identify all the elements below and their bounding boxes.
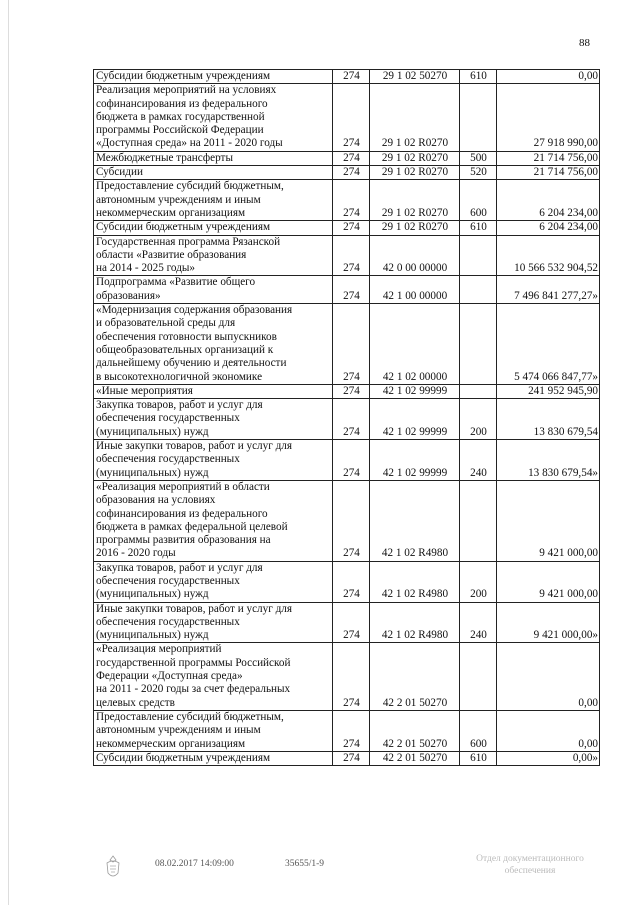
row-ved-cell: 274 (333, 180, 370, 221)
row-csr-cell: 42 1 02 99999 (370, 399, 460, 440)
table-body (94, 70, 600, 766)
row-name-cell: Подпрограмма «Развитие общего образования» (94, 276, 333, 304)
scan-edge (8, 0, 9, 905)
row-vr-cell: 200 (460, 399, 497, 440)
row-name-cell: Иные закупки товаров, работ и услуг для обеспечения государственных (муниципальных) нужд (94, 440, 333, 481)
row-sum-cell: 21 714 756,00 (497, 166, 600, 180)
row-name-cell: Реализация мероприятий на условиях софинансирования из федерального бюджета в рамках государственной программы Российской Федерации «Доступная среда» на 2011 - 2020 годы (94, 84, 333, 151)
row-vr-cell: 240 (460, 602, 497, 643)
row-name-cell: Государственная программа Рязанской области «Развитие образования на 2014 - 2025 годы» (94, 235, 333, 276)
row-csr-cell: 42 1 02 99999 (370, 384, 460, 398)
row-sum-cell: 5 474 066 847,77» (497, 304, 600, 385)
row-vr-cell (460, 235, 497, 276)
row-ved-cell: 274 (333, 602, 370, 643)
row-csr-cell: 29 1 02 R0270 (370, 84, 460, 151)
row-ved-cell: 274 (333, 221, 370, 235)
row-vr-cell: 240 (460, 440, 497, 481)
row-csr-cell: 29 1 02 R0270 (370, 180, 460, 221)
row-sum-cell: 9 421 000,00 (497, 480, 600, 561)
row-ved-cell: 274 (333, 276, 370, 304)
table-row (94, 710, 600, 751)
table-row (94, 751, 600, 765)
table-row (94, 70, 600, 84)
row-ved-cell: 274 (333, 480, 370, 561)
row-vr-cell: 520 (460, 166, 497, 180)
row-csr-cell: 29 1 02 R0270 (370, 221, 460, 235)
row-sum-cell: 13 830 679,54 (497, 399, 600, 440)
row-name-cell: Субсидии (94, 166, 333, 180)
table-row (94, 480, 600, 561)
row-vr-cell: 610 (460, 751, 497, 765)
row-ved-cell: 274 (333, 70, 370, 84)
row-csr-cell: 29 1 02 50270 (370, 70, 460, 84)
row-sum-cell: 0,00» (497, 751, 600, 765)
table-row (94, 643, 600, 710)
row-sum-cell: 27 918 990,00 (497, 84, 600, 151)
table-row (94, 440, 600, 481)
row-name-cell: «Реализация мероприятий в области образования на условиях софинансирования из федерального бюджета в рамках федеральной целевой программы развития образования на 2016 - 2020 годы (94, 480, 333, 561)
table-row (94, 602, 600, 643)
row-sum-cell: 0,00 (497, 710, 600, 751)
row-csr-cell: 42 1 02 R4980 (370, 602, 460, 643)
row-ved-cell: 274 (333, 304, 370, 385)
row-sum-cell: 9 421 000,00 (497, 561, 600, 602)
row-name-cell: Предоставление субсидий бюджетным, автономным учреждениям и иным некоммерческим организациям (94, 710, 333, 751)
row-csr-cell: 42 2 01 50270 (370, 751, 460, 765)
emblem-icon (104, 855, 122, 881)
row-ved-cell: 274 (333, 440, 370, 481)
table-row (94, 151, 600, 165)
row-csr-cell: 42 1 02 99999 (370, 440, 460, 481)
budget-table (93, 69, 600, 766)
row-name-cell: Закупка товаров, работ и услуг для обеспечения государственных (муниципальных) нужд (94, 399, 333, 440)
row-vr-cell: 500 (460, 151, 497, 165)
row-vr-cell (460, 643, 497, 710)
table-row (94, 561, 600, 602)
footer-stamp-text: Отдел документационного обеспечения (476, 854, 584, 876)
row-sum-cell: 0,00 (497, 70, 600, 84)
row-vr-cell: 610 (460, 221, 497, 235)
row-name-cell: Иные закупки товаров, работ и услуг для обеспечения государственных (муниципальных) нужд (94, 602, 333, 643)
table-row (94, 166, 600, 180)
row-ved-cell: 274 (333, 643, 370, 710)
row-vr-cell (460, 304, 497, 385)
row-vr-cell (460, 384, 497, 398)
row-name-cell: Закупка товаров, работ и услуг для обеспечения государственных (муниципальных) нужд (94, 561, 333, 602)
row-vr-cell: 600 (460, 710, 497, 751)
row-name-cell: «Иные мероприятия (94, 384, 333, 398)
page-number: 88 (579, 37, 590, 49)
row-ved-cell: 274 (333, 399, 370, 440)
row-sum-cell: 0,00 (497, 643, 600, 710)
row-ved-cell: 274 (333, 561, 370, 602)
row-name-cell: Предоставление субсидий бюджетным, автономным учреждениям и иным некоммерческим организациям (94, 180, 333, 221)
table-row (94, 276, 600, 304)
row-ved-cell: 274 (333, 710, 370, 751)
row-vr-cell: 200 (460, 561, 497, 602)
row-ved-cell: 274 (333, 84, 370, 151)
row-sum-cell: 241 952 945,90 (497, 384, 600, 398)
row-ved-cell: 274 (333, 751, 370, 765)
row-csr-cell: 42 2 01 50270 (370, 710, 460, 751)
row-vr-cell: 600 (460, 180, 497, 221)
row-name-cell: Субсидии бюджетным учреждениям (94, 70, 333, 84)
row-csr-cell: 42 1 02 00000 (370, 304, 460, 385)
table-row (94, 399, 600, 440)
table-row (94, 180, 600, 221)
row-ved-cell: 274 (333, 384, 370, 398)
row-vr-cell (460, 276, 497, 304)
table-row (94, 384, 600, 398)
row-name-cell: Субсидии бюджетным учреждениям (94, 751, 333, 765)
table-row (94, 221, 600, 235)
row-name-cell: «Реализация мероприятий государственной программы Российской Федерации «Доступная среда» на 2011 - 2020 годы за счет федеральных целевых средств (94, 643, 333, 710)
row-csr-cell: 42 1 00 00000 (370, 276, 460, 304)
table-row (94, 235, 600, 276)
row-csr-cell: 42 1 02 R4980 (370, 561, 460, 602)
row-ved-cell: 274 (333, 166, 370, 180)
row-sum-cell: 21 714 756,00 (497, 151, 600, 165)
row-ved-cell: 274 (333, 235, 370, 276)
row-csr-cell: 29 1 02 R0270 (370, 151, 460, 165)
page-footer (0, 855, 640, 885)
row-csr-cell: 42 2 01 50270 (370, 643, 460, 710)
row-vr-cell (460, 480, 497, 561)
row-vr-cell: 610 (460, 70, 497, 84)
row-name-cell: Субсидии бюджетным учреждениям (94, 221, 333, 235)
row-name-cell: Межбюджетные трансферты (94, 151, 333, 165)
row-csr-cell: 42 0 00 00000 (370, 235, 460, 276)
row-csr-cell: 42 1 02 R4980 (370, 480, 460, 561)
footer-document-id: 35655/1-9 (285, 859, 325, 869)
table-row (94, 304, 600, 385)
row-sum-cell: 9 421 000,00» (497, 602, 600, 643)
table-row (94, 84, 600, 151)
row-sum-cell: 6 204 234,00 (497, 180, 600, 221)
footer-timestamp: 08.02.2017 14:09:00 (155, 859, 234, 869)
row-sum-cell: 13 830 679,54» (497, 440, 600, 481)
row-sum-cell: 6 204 234,00 (497, 221, 600, 235)
row-ved-cell: 274 (333, 151, 370, 165)
row-csr-cell: 29 1 02 R0270 (370, 166, 460, 180)
row-sum-cell: 10 566 532 904,52 (497, 235, 600, 276)
row-name-cell: «Модернизация содержания образования и образовательной среды для обеспечения готовности выпускников общеобразовательных организаций к дальнейшему обучению и деятельности в высокотехнологичной экономике (94, 304, 333, 385)
row-sum-cell: 7 496 841 277,27» (497, 276, 600, 304)
row-vr-cell (460, 84, 497, 151)
